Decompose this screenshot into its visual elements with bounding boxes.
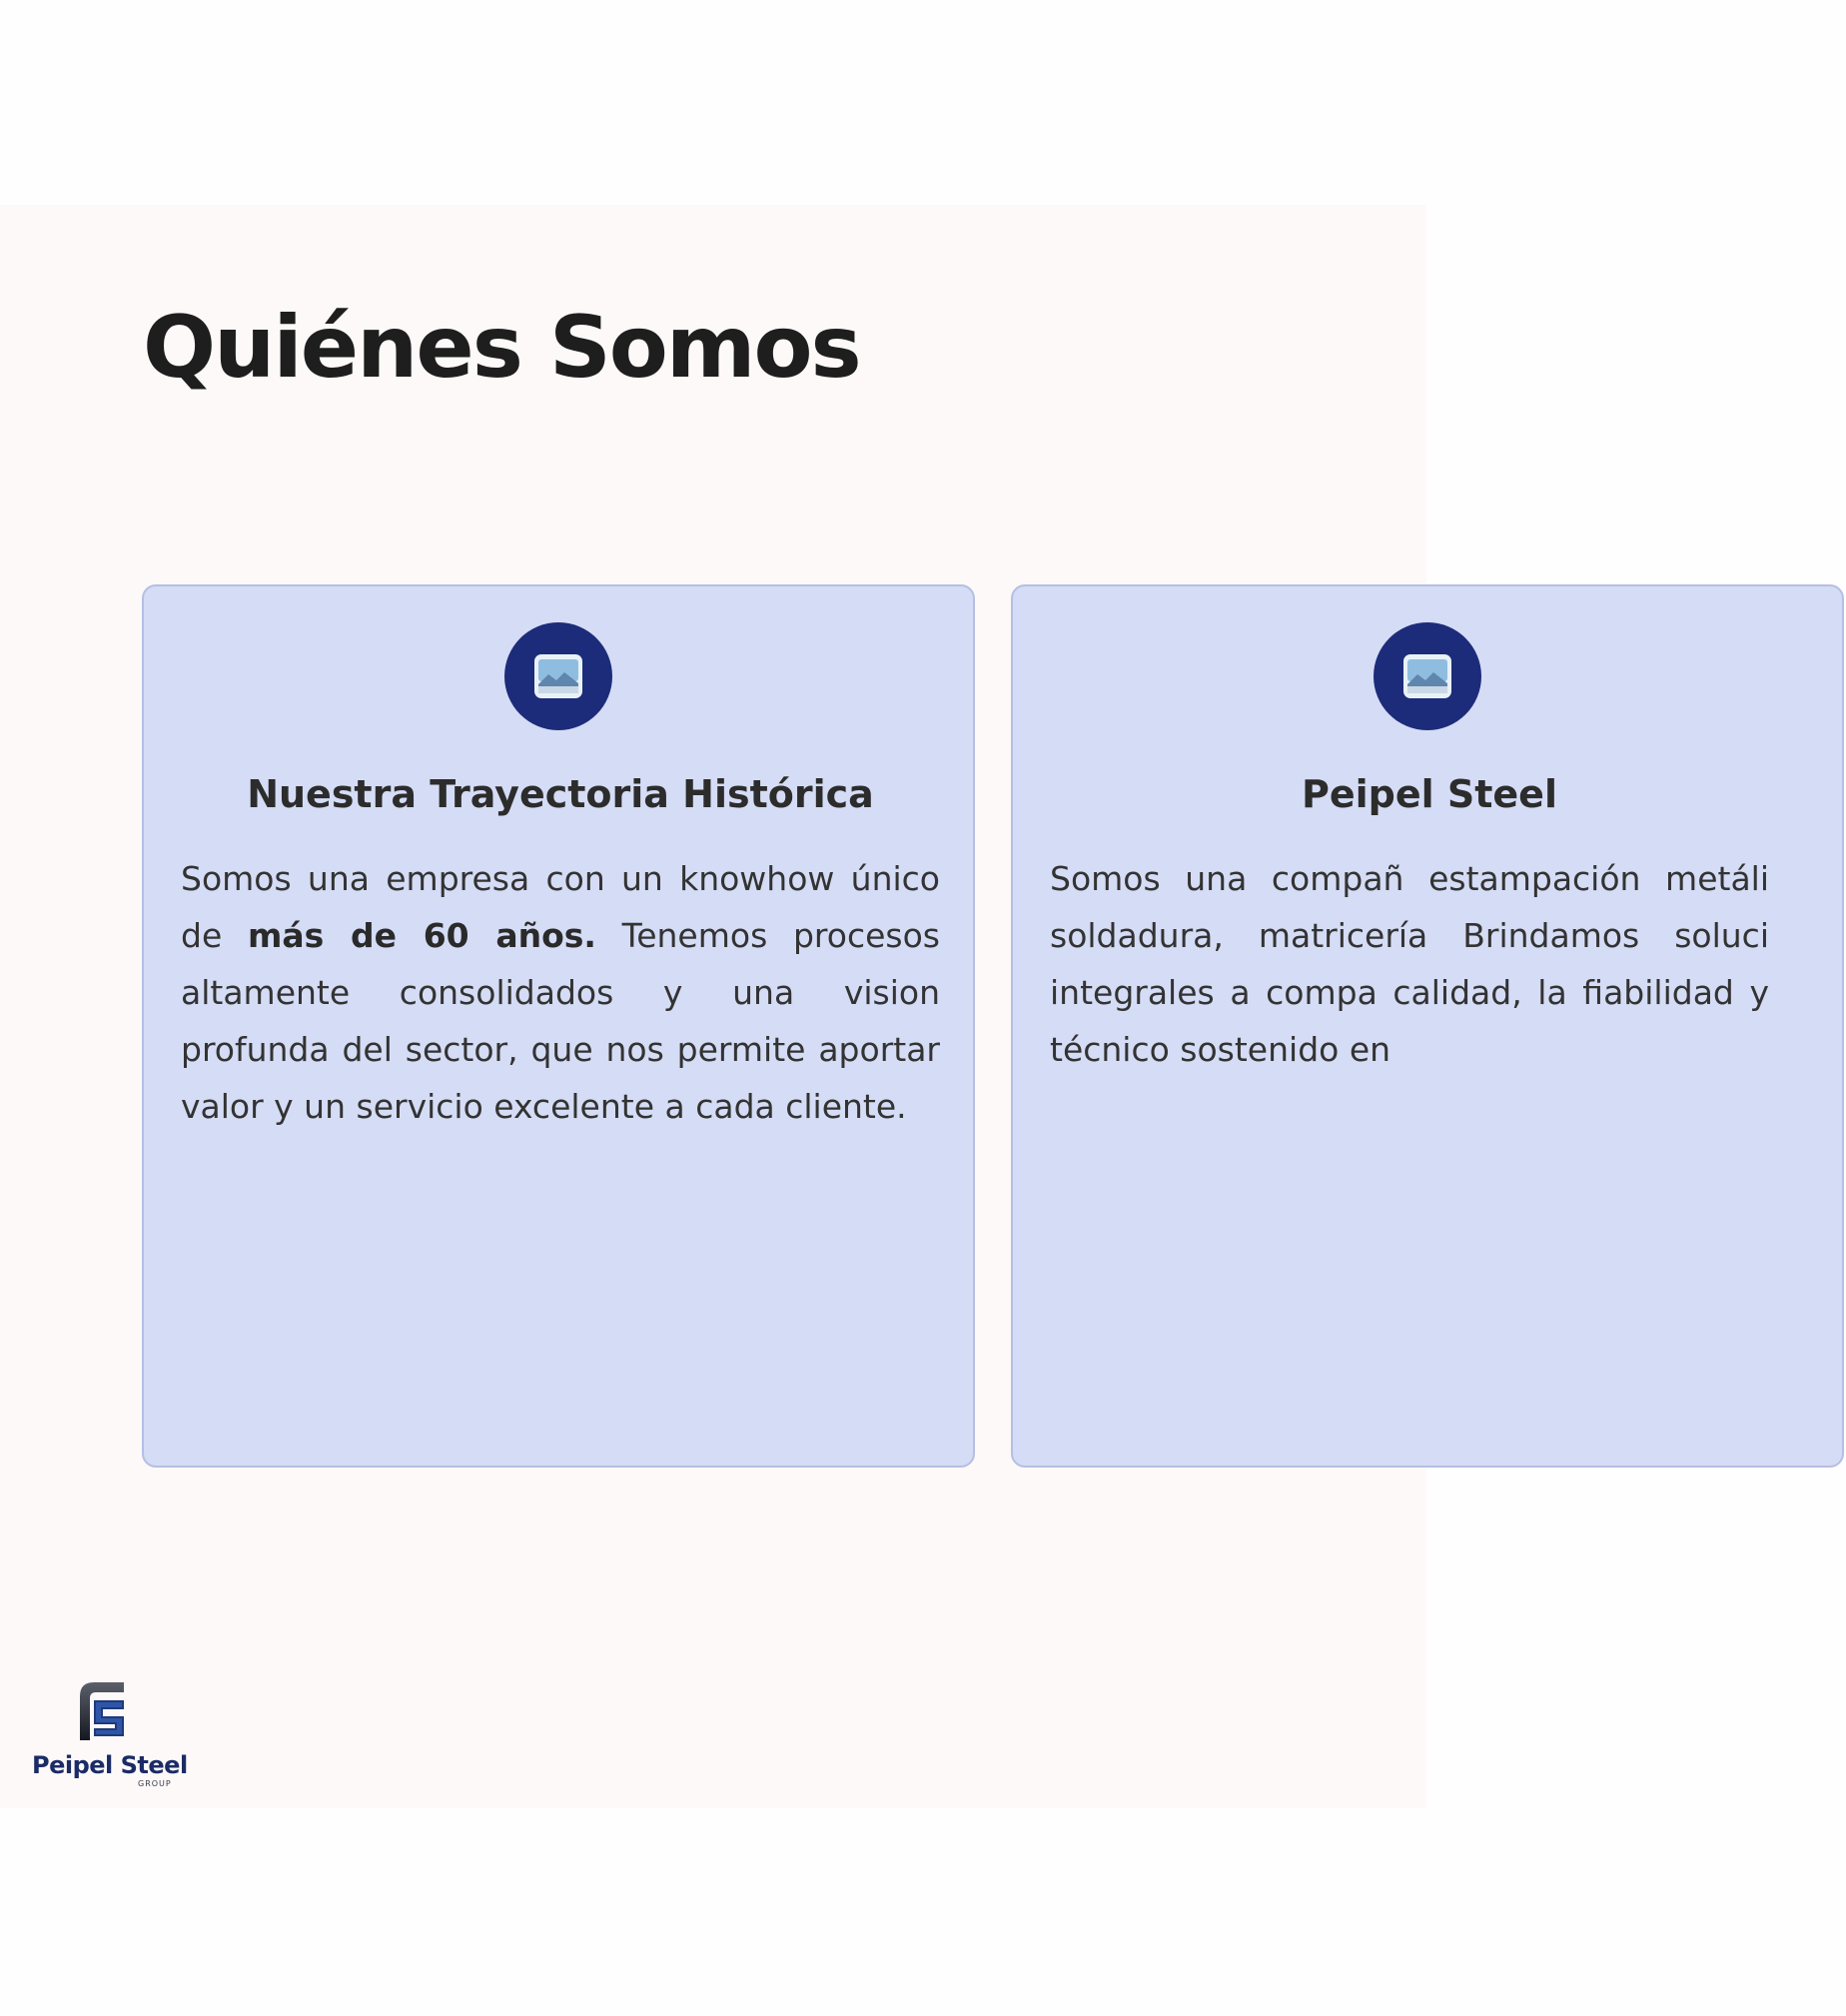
info-card-peipel-steel bbox=[1011, 584, 1844, 1468]
card-text-rest: Tenemos procesos altamente consolidados y una vision profunda del sector, que nos permite aportar valor y un servicio excelente a cada cliente. bbox=[181, 916, 940, 1126]
landscape-photo-icon bbox=[532, 650, 584, 702]
card-title: Nuestra Trayectoria Histórica bbox=[247, 772, 874, 816]
card-text-intro: Somos una empresa con un knowhow único de bbox=[181, 859, 940, 955]
landscape-photo-icon bbox=[1401, 650, 1453, 702]
card-description bbox=[181, 850, 940, 1135]
card-text-highlight: más de 60 años. bbox=[247, 916, 596, 955]
card-description: Somos una compañ estampación metáli soldadura, matricería Brindamos soluci integrales a compa calidad, la fiabilidad y técnico sostenido en bbox=[1050, 859, 1769, 1069]
card-title: Peipel Steel bbox=[1302, 772, 1557, 816]
content-section bbox=[0, 205, 1769, 1808]
card-icon-badge bbox=[504, 622, 612, 730]
logo-subtitle: GROUP bbox=[138, 1779, 172, 1788]
peipel-steel-logo-icon bbox=[74, 1678, 130, 1742]
info-card-trajectory bbox=[142, 584, 975, 1468]
company-logo bbox=[30, 1678, 188, 1788]
logo-wordmark: Peipel Steel bbox=[32, 1751, 188, 1779]
card-icon-badge bbox=[1374, 622, 1481, 730]
page-title: Quiénes Somos bbox=[143, 298, 860, 398]
